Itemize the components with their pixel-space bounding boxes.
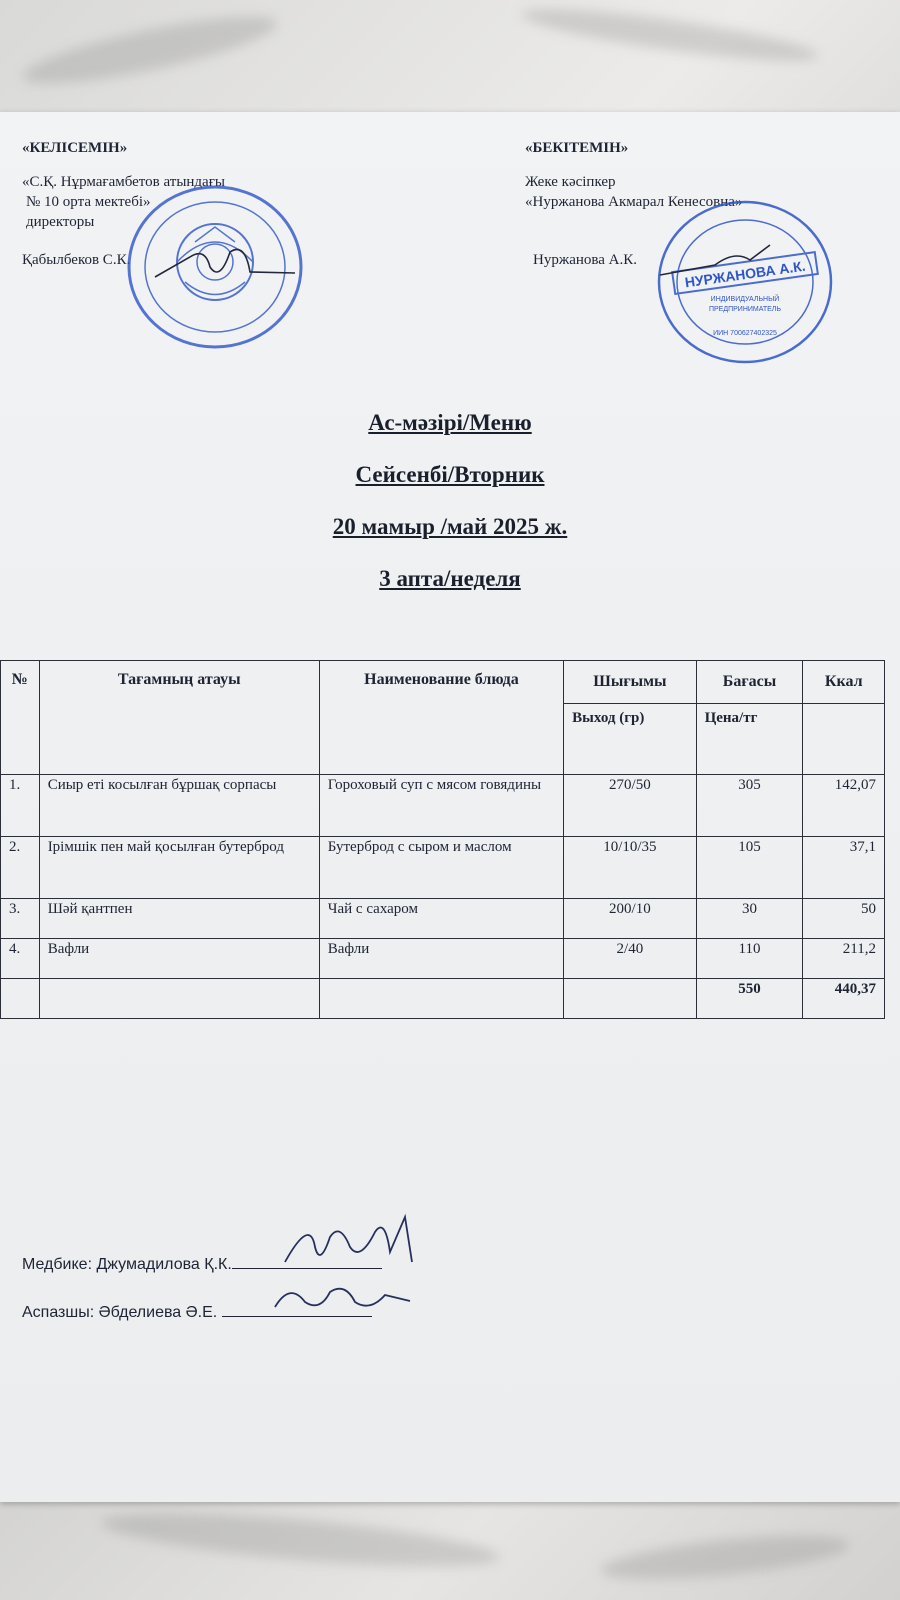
right-signer: Нуржанова А.К. [533, 252, 638, 268]
dish-price: 110 [696, 939, 803, 979]
row-number: 3. [1, 899, 40, 939]
nurse-label: Медбике: Джумадилова Қ.К. [22, 1256, 232, 1273]
dish-name-kz: Вафли [39, 939, 319, 979]
row-number: 2. [1, 837, 40, 899]
right-approval-line2: «Нуржанова Акмарал Кенесовна» [525, 194, 743, 210]
menu-table [0, 660, 885, 1019]
dish-yield: 270/50 [564, 775, 696, 837]
right-approval-line1: Жеке кәсіпкер [525, 174, 616, 190]
nurse-signature [280, 1207, 430, 1272]
left-approval-line1: «С.Қ. Нұрмағамбетов атындағы [22, 174, 225, 190]
table-row [1, 939, 885, 979]
dish-kcal: 142,07 [803, 775, 885, 837]
dish-name-kz: Ірімшік пен май қосылған бутерброд [39, 837, 319, 899]
stamp-sub1: ИНДИВИДУАЛЬНЫЙ [710, 296, 780, 303]
dish-kcal: 50 [803, 899, 885, 939]
left-approval-line2: № 10 орта мектебі» [26, 194, 151, 210]
dish-price: 305 [696, 775, 803, 837]
table-row [1, 837, 885, 899]
col-header-yield-kz: Шығымы [564, 661, 696, 704]
title-date: 20 мамыр /май 2025 ж. [332, 514, 568, 539]
title-week: 3 апта/неделя [379, 566, 521, 591]
col-header-kcal-empty [803, 704, 885, 775]
stamp-id: ИИН 700627402325 [713, 330, 777, 337]
col-header-price-kz: Бағасы [696, 661, 803, 704]
col-header-name-kz: Тағамның атауы [39, 661, 319, 775]
dish-name-kz: Сиыр еті косылған бұршақ сорпасы [39, 775, 319, 837]
col-header-kcal: Ккал [803, 661, 885, 704]
left-signer: Қабылбеков С.К. [22, 252, 131, 268]
col-header-price-ru: Цена/тг [696, 704, 803, 775]
dish-name-kz: Шәй қантпен [39, 899, 319, 939]
dish-price: 30 [696, 899, 803, 939]
stamp-sub2: ПРЕДПРИНИМАТЕЛЬ [708, 306, 782, 313]
dish-name-ru: Бутерброд с сыром и маслом [319, 837, 563, 899]
dish-yield: 10/10/35 [564, 837, 696, 899]
total-kcal: 440,37 [803, 979, 885, 1019]
menu-title-block [0, 410, 900, 618]
director-signature [150, 237, 300, 287]
col-header-yield-ru: Выход (гр) [564, 704, 696, 775]
table-row [1, 899, 885, 939]
table-total-row [1, 979, 885, 1019]
stamp-center-text: НУРЖАНОВА А.К. [683, 257, 807, 291]
dish-kcal: 211,2 [803, 939, 885, 979]
table-row [1, 775, 885, 837]
left-approval-title: «КЕЛІСЕМІН» [22, 140, 128, 156]
left-approval-line3: директоры [26, 214, 95, 230]
dish-yield: 2/40 [564, 939, 696, 979]
row-number: 1. [1, 775, 40, 837]
col-header-name-ru: Наименование блюда [319, 661, 563, 775]
menu-document [0, 112, 900, 1502]
total-price: 550 [696, 979, 803, 1019]
dish-yield: 200/10 [564, 899, 696, 939]
cook-signature [270, 1277, 420, 1317]
col-header-no: № [1, 661, 40, 775]
dish-price: 105 [696, 837, 803, 899]
row-number: 4. [1, 939, 40, 979]
dish-name-ru: Гороховый суп с мясом говядины [319, 775, 563, 837]
dish-name-ru: Вафли [319, 939, 563, 979]
dish-kcal: 37,1 [803, 837, 885, 899]
right-approval-title: «БЕКІТЕМІН» [525, 140, 629, 156]
entrepreneur-signature [655, 240, 775, 280]
dish-name-ru: Чай с сахаром [319, 899, 563, 939]
total-empty-yield [564, 979, 696, 1019]
total-empty-ru [319, 979, 563, 1019]
title-day: Сейсенбі/Вторник [355, 462, 545, 487]
total-empty-kz [39, 979, 319, 1019]
entrepreneur-seal-stamp [655, 197, 835, 367]
title-menu: Ас-мәзірі/Меню [368, 410, 532, 435]
total-empty-no [1, 979, 40, 1019]
cook-label: Аспазшы: Әбделиева Ә.Е. [22, 1304, 218, 1321]
table-header-row [1, 661, 885, 704]
